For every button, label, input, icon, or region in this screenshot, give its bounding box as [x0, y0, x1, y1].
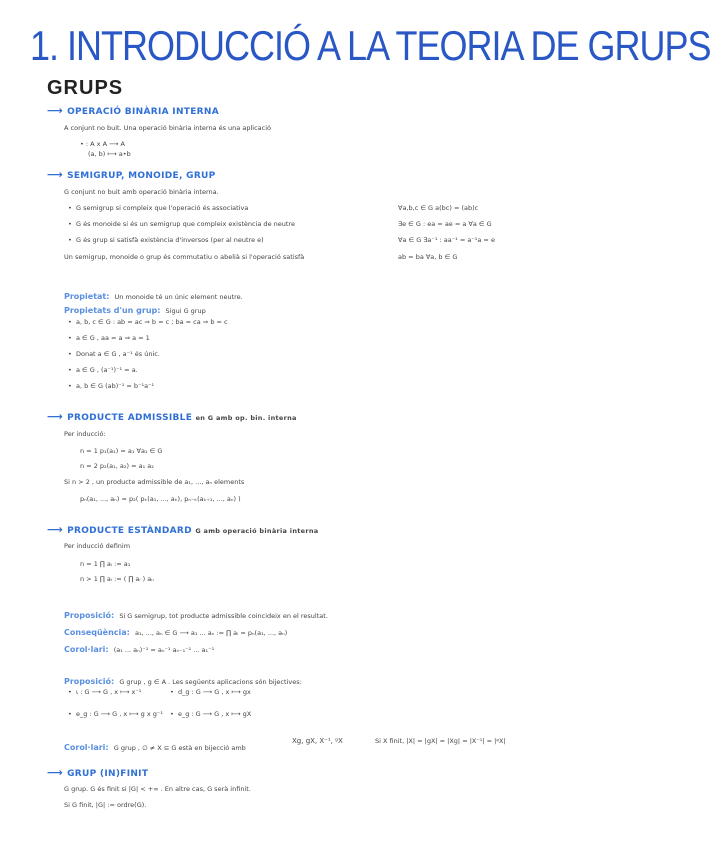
text-line: Si n > 2 , un producte admissible de a₁, ..., aₙ elements: [64, 478, 245, 486]
formula: n = 1 ∏ aᵢ := a₁: [80, 560, 131, 568]
prop-text: G grup , g ∈ A . Les següents aplicacions són bijectives:: [119, 678, 302, 686]
list-item: • a, b, c ∈ G : ab = ac ⇒ b = c ; ba = ca ⇒ b = c: [68, 318, 228, 326]
formula: ∃e ∈ G : ea = ae = a ∀a ∈ G: [398, 220, 492, 228]
corollari-2: [64, 735, 246, 754]
formula: Xg, gX, X⁻¹, ᵍX: [292, 737, 343, 745]
item-text: d_g : G ⟶ G , x ⟼ gx: [177, 688, 251, 696]
list-item: • a, b ∈ G (ab)⁻¹ = b⁻¹a⁻¹: [68, 382, 155, 390]
section-title: PRODUCTE ADMISSIBLE: [67, 413, 193, 423]
proposicio-2: [64, 669, 302, 688]
arrow-icon: ⟶: [47, 104, 64, 117]
section-producte-estandard: [47, 523, 318, 536]
section-producte-admissible: [47, 410, 297, 423]
item-text: a ∈ G , (a⁻¹)⁻¹ = a.: [75, 366, 138, 374]
formula: n = 2 p₂(a₁, a₂) = a₁ a₂: [80, 462, 154, 470]
formula: (a, b) ⟼ a•b: [88, 150, 131, 158]
prop-label: Propietat:: [64, 292, 110, 301]
bullet-item: • G és grup si satisfà existència d'inversos (per al neutre e): [68, 236, 264, 244]
text-line: A conjunt no buit. Una operació binària interna és una aplicació: [64, 124, 271, 132]
prop-label: Conseqüència:: [64, 628, 130, 637]
formula: n = 1 p₁(a₁) = a₁ ∀a₁ ∈ G: [80, 447, 163, 455]
prop-text: a₁, ..., aₙ ∈ G ⟶ a₁ ... aₙ := ∏ aᵢ = pₙ(a₁, ..., aₙ): [134, 629, 288, 637]
item-text: a, b ∈ G (ab)⁻¹ = b⁻¹a⁻¹: [75, 382, 155, 390]
list-item: • a ∈ G , aa = a ⇒ a = 1: [68, 334, 150, 342]
prop-label: Propietats d'un grup:: [64, 306, 161, 315]
propietats-grup: [64, 298, 206, 317]
text-line: Un semigrup, monoide o grup és commutatiu o abelià si l'operació satisfà: [64, 253, 305, 261]
formula: ∀a ∈ G ∃a⁻¹ : aa⁻¹ = a⁻¹a = e: [398, 236, 495, 244]
arrow-icon: ⟶: [47, 168, 64, 181]
item-text: e_g : G ⟶ G , x ⟼ g x g⁻¹: [75, 710, 163, 718]
item-text: e_g : G ⟶ G , x ⟼ gX: [177, 710, 252, 718]
prop-label: Proposició:: [64, 611, 115, 620]
map-item: • e_g : G ⟶ G , x ⟼ g x g⁻¹: [68, 710, 163, 718]
arrow-icon: ⟶: [47, 410, 64, 423]
text-line: Per inducció definim: [64, 542, 131, 550]
item-text: Donat a ∈ G , a⁻¹ és únic.: [75, 350, 160, 358]
prop-text: G grup , ∅ ≠ X ⊆ G està en bijecció amb: [113, 744, 246, 752]
section-title: GRUP (IN)FINIT: [67, 769, 149, 779]
map-item: • ι : G ⟶ G , x ⟼ x⁻¹: [68, 688, 142, 696]
arrow-icon: ⟶: [47, 766, 64, 779]
formula: pₙ(a₁, ..., aₙ) = p₂( pₖ(a₁, ..., aₖ), pₙ₋ₖ(aₖ₊₁, ..., aₙ) ): [80, 495, 241, 503]
corollari: [64, 637, 214, 656]
section-subtitle: G amb operació binària interna: [195, 527, 319, 535]
arrow-icon: ⟶: [47, 523, 64, 536]
formula: ab = ba ∀a, b ∈ G: [398, 253, 458, 261]
prop-text: (a₁ ... aₙ)⁻¹ = aₙ⁻¹ aₙ₋₁⁻¹ ... a₁⁻¹: [113, 646, 215, 654]
list-item: • Donat a ∈ G , a⁻¹ és únic.: [68, 350, 160, 358]
bullet-text: G és grup si satisfà existència d'inversos (per al neutre e): [75, 236, 264, 244]
formula: n > 1 ∏ aᵢ := ( ∏ aᵢ ) aₙ: [80, 575, 154, 583]
formula: Si X finit, |X| = |gX| = |Xg| = |X⁻¹| = |ᵍX|: [375, 737, 506, 745]
map-item: • e_g : G ⟶ G , x ⟼ gX: [170, 710, 252, 718]
formula: • : A x A ⟶ A: [80, 140, 125, 148]
section-title: SEMIGRUP, MONOIDE, GRUP: [67, 171, 216, 181]
item-text: a, b, c ∈ G : ab = ac ⇒ b = c ; ba = ca ⇒ b = c: [75, 318, 228, 326]
bullet-item: • G és monoide si és un semigrup que compleix existència de neutre: [68, 220, 295, 228]
page-title: 1. INTRODUCCIÓ A LA TEORIA DE GRUPS: [30, 22, 711, 70]
prop-label: Corol·lari:: [64, 645, 109, 654]
text-line: Per inducció:: [64, 430, 106, 438]
bullet-text: G semigrup si compleix que l'operació és associativa: [75, 204, 249, 212]
bullet-item: • G semigrup si compleix que l'operació és associativa: [68, 204, 249, 212]
prop-label: Corol·lari:: [64, 743, 109, 752]
text-line: G grup. G és finit si |G| < +∞ . En altre cas, G serà infinit.: [64, 785, 251, 793]
prop-text: Si G semigrup, tot producte admissible coincideix en el resultat.: [119, 612, 328, 620]
map-item: • d_g : G ⟶ G , x ⟼ gx: [170, 688, 251, 696]
bullet-text: G és monoide si és un semigrup que compleix existència de neutre: [75, 220, 295, 228]
list-item: • a ∈ G , (a⁻¹)⁻¹ = a.: [68, 366, 138, 374]
section-operacio: [47, 104, 219, 117]
prop-text: Sigui G grup: [165, 307, 206, 315]
section-title: OPERACIÓ BINÀRIA INTERNA: [67, 107, 219, 117]
text-line: G conjunt no buit amb operació binària interna.: [64, 188, 219, 196]
item-text: a ∈ G , aa = a ⇒ a = 1: [75, 334, 150, 342]
prop-label: Proposició:: [64, 677, 115, 686]
prop-text: Un monoide té un únic element neutre.: [114, 293, 243, 301]
section-grup-finit: [47, 766, 148, 779]
section-subtitle: en G amb op. bin. interna: [195, 414, 297, 422]
section-title: PRODUCTE ESTÀNDARD: [67, 526, 192, 536]
formula: ∀a,b,c ∈ G a(bc) = (ab)c: [398, 204, 479, 212]
section-semigrup: [47, 168, 216, 181]
item-text: ι : G ⟶ G , x ⟼ x⁻¹: [75, 688, 142, 696]
text-line: Si G finit, |G| := ordre(G).: [64, 801, 147, 809]
section-heading: GRUPS: [47, 77, 124, 99]
